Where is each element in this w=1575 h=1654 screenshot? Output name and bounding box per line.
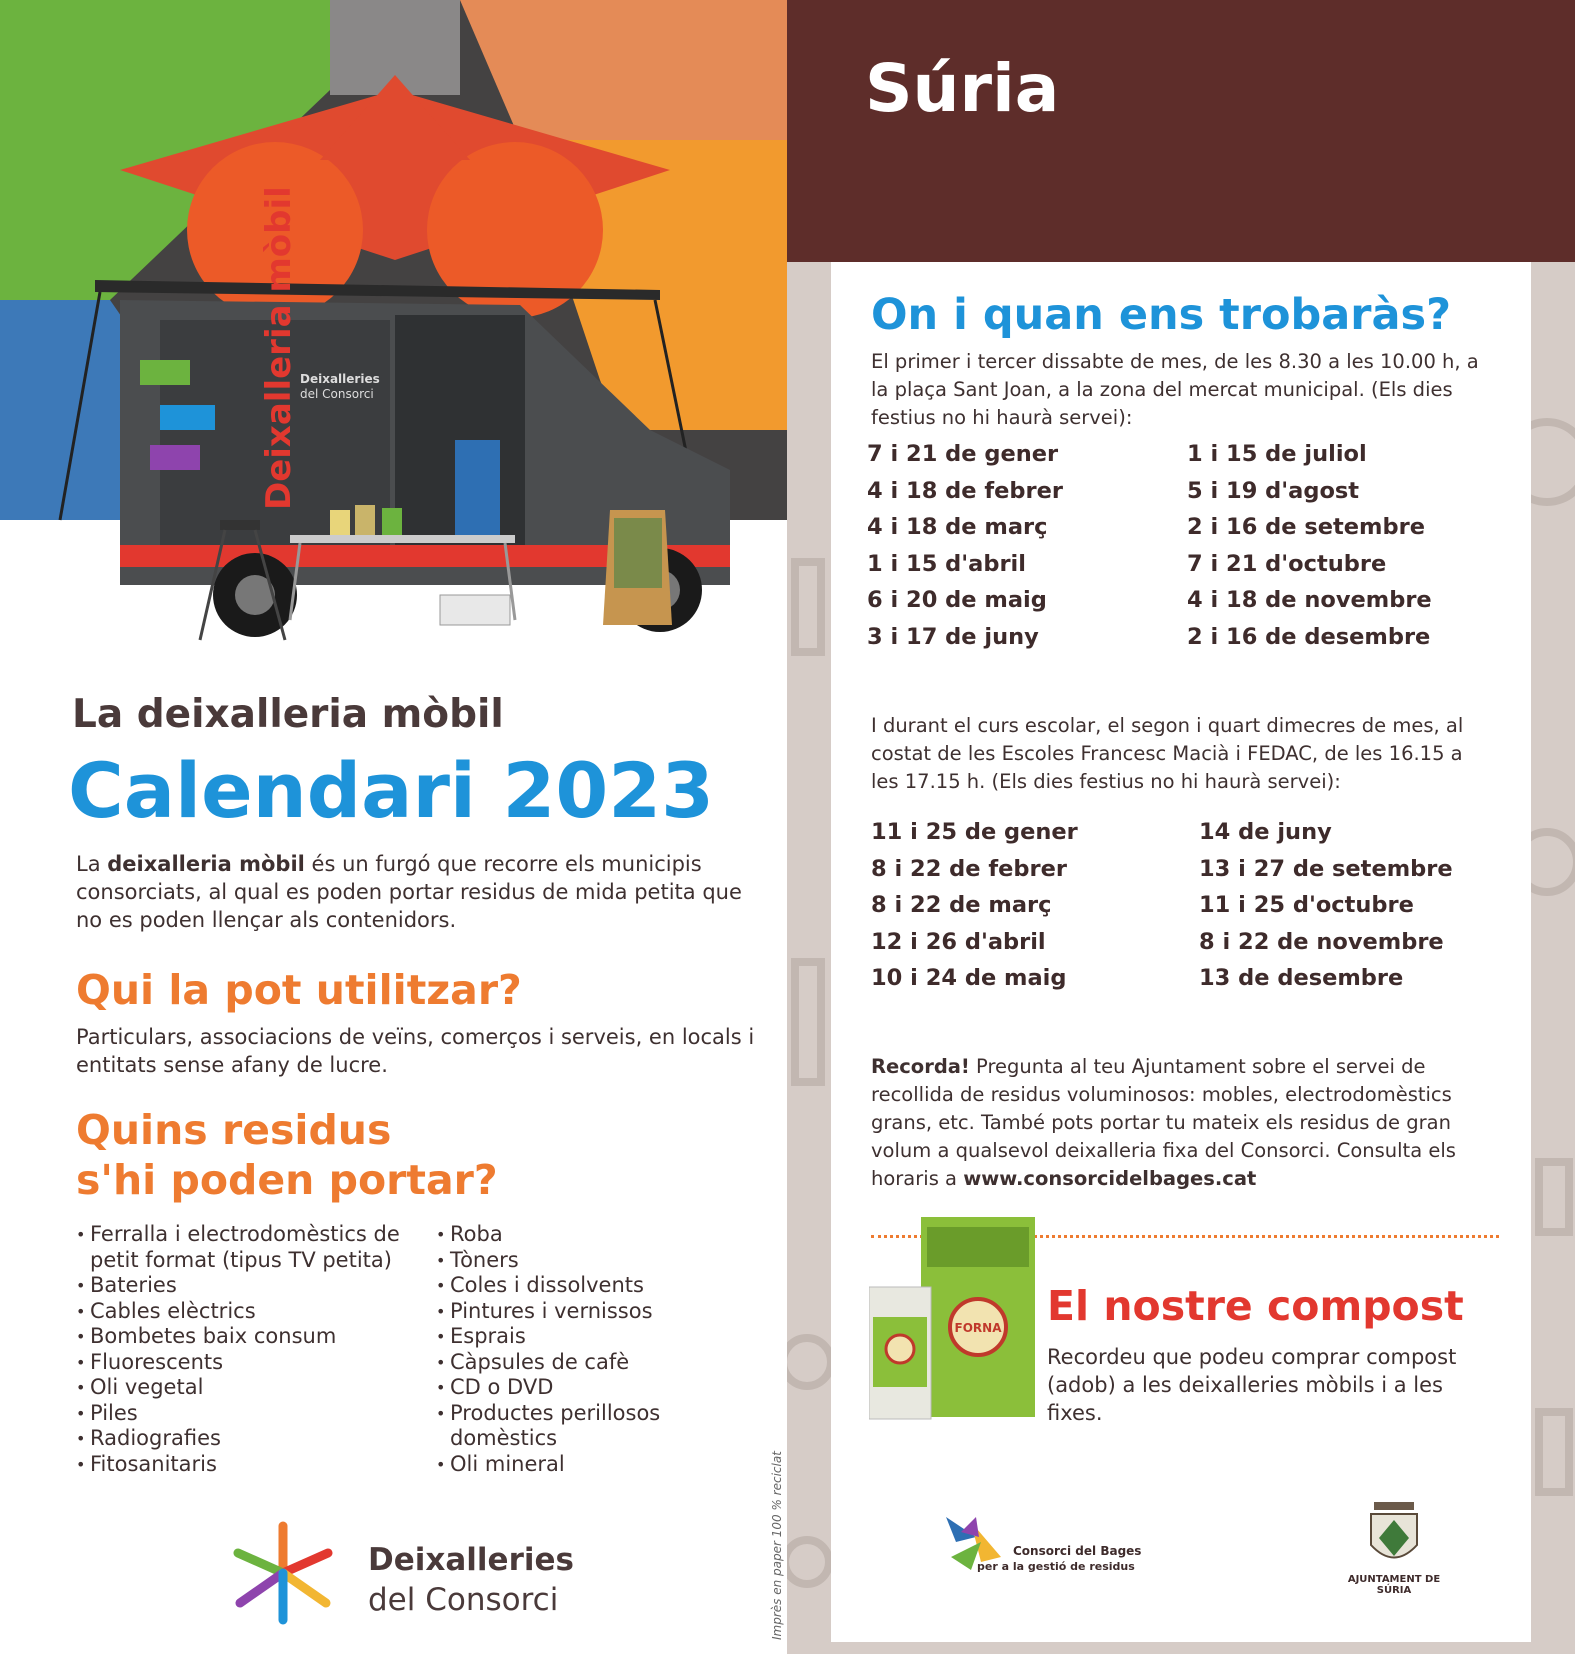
wednesdays-paragraph: I durant el curs escolar, el segon i quart dimecres de mes, al costat de les Escoles Francesc Macià i FEDAC, de les 16.15 a les 17.15 h. (Els dies festius no hi haurà servei): (871, 714, 1464, 793)
van-brand-line1: Deixalleries (300, 372, 380, 386)
date-item: 7 i 21 d'octubre (1187, 550, 1387, 577)
ajuntament-label: AJUNTAMENT DE SÚRIA (1347, 1574, 1441, 1596)
date-item: 1 i 15 d'abril (867, 550, 1026, 577)
date-item: 2 i 16 de setembre (1187, 514, 1425, 541)
mobile-waste-van-image (0, 0, 787, 700)
list-item: • Tòners (436, 1248, 736, 1274)
wednesdays-col1 (871, 814, 1078, 997)
reminder-text: Pregunta al teu Ajuntament sobre el servei de recollida de residus voluminosos: mobles, electrodomèstics grans, etc. També pots portar tu mateix els residus de gran volum a qualsevol deixalleria fixa del Consorci. Consulta els horaris a (871, 1055, 1456, 1190)
list-item: • Oli mineral (436, 1452, 736, 1478)
printed-note: Imprès en paper 100 % reciclat (770, 1451, 784, 1640)
deixalleries-logo (228, 1518, 588, 1628)
right-panel (787, 0, 1575, 1654)
date-item: 3 i 17 de juny (867, 623, 1039, 650)
intro-prefix: La (76, 852, 108, 876)
subtitle: La deixalleria mòbil (72, 692, 504, 737)
list-item: • Roba (436, 1222, 736, 1248)
saturdays-col2 (1187, 436, 1432, 656)
date-item: 10 i 24 de maig (871, 965, 1067, 992)
asterisk-logo-icon (228, 1518, 348, 1628)
date-item: 12 i 26 d'abril (871, 928, 1046, 955)
waste-list-col2 (436, 1222, 736, 1477)
who-heading: Qui la pot utilitzar? (76, 966, 522, 1014)
list-item: • Productes perillosos domèstics (436, 1401, 736, 1452)
list-item: • Oli vegetal (76, 1375, 436, 1401)
date-item: 14 de juny (1199, 819, 1332, 845)
town-name: Súria (865, 50, 1060, 127)
list-item: • Bateries (76, 1273, 436, 1299)
wednesdays-col2 (1199, 814, 1453, 997)
date-item: 5 i 19 d'agost (1187, 477, 1360, 504)
date-item: 7 i 21 de gener (867, 441, 1059, 467)
date-item: 8 i 22 de març (871, 892, 1052, 919)
town-coat-of-arms-icon (1329, 1500, 1459, 1572)
consorci-line1: Consorci del Bages (1013, 1544, 1142, 1558)
intro-paragraph (76, 850, 756, 934)
date-item: 8 i 22 de febrer (871, 855, 1067, 882)
date-item: 1 i 15 de juliol (1187, 441, 1367, 467)
date-item: 4 i 18 de febrer (867, 477, 1063, 504)
date-item: 8 i 22 de novembre (1199, 928, 1444, 955)
hero-illustration (0, 0, 787, 700)
date-item: 13 i 27 de setembre (1199, 855, 1453, 882)
left-panel (0, 0, 787, 1654)
waste-heading-line1: Quins residus (76, 1106, 392, 1154)
info-card (831, 262, 1531, 1642)
consorci-bages-logo (941, 1512, 1171, 1582)
list-item: • CD o DVD (436, 1375, 736, 1401)
date-item: 2 i 16 de desembre (1187, 623, 1431, 650)
date-item: 11 i 25 de gener (871, 819, 1078, 845)
logo-line2: del Consorci (368, 1582, 559, 1618)
compost-text: Recordeu que podeu comprar compost (adob) a les deixalleries mòbils i a les fixes. (1047, 1345, 1457, 1425)
saturdays-col1 (867, 436, 1063, 656)
waste-list-col1 (76, 1222, 436, 1477)
who-text: Particulars, associacions de veïns, comerços i serveis, en locals i entitats sense afany de lucre. (76, 1025, 755, 1077)
list-item: • Cables elèctrics (76, 1299, 436, 1325)
compost-bag-label: FORNA (954, 1321, 1002, 1335)
website-link[interactable]: www.consorcidelbages.cat (963, 1167, 1257, 1190)
date-item: 6 i 20 de maig (867, 587, 1047, 614)
reminder-bold: Recorda! (871, 1055, 970, 1078)
list-item: • Bombetes baix consum (76, 1324, 436, 1350)
consorci-line2: per a la gestió de residus (977, 1560, 1135, 1573)
where-when-heading: On i quan ens trobaràs? (871, 290, 1452, 340)
date-item: 13 de desembre (1199, 965, 1404, 992)
list-item: • Radiografies (76, 1426, 436, 1452)
list-item: • Coles i dissolvents (436, 1273, 736, 1299)
compost-heading: El nostre compost (1047, 1282, 1464, 1330)
ajuntament-logo (1329, 1500, 1459, 1596)
van-brand-line2: del Consorci (300, 387, 374, 401)
intro-bold: deixalleria mòbil (107, 852, 305, 876)
saturdays-paragraph: El primer i tercer dissabte de mes, de les 8.30 a les 10.00 h, a la plaça Sant Joan, a la zona del mercat municipal. (Els dies festius no hi haurà servei): (871, 350, 1479, 429)
calendar-title: Calendari 2023 (68, 746, 714, 835)
compost-bags-image (869, 1217, 1039, 1427)
waste-heading-line2: s'hi poden portar? (76, 1156, 498, 1204)
list-item: • Ferralla i electrodomèstics de petit format (tipus TV petita) (76, 1222, 436, 1273)
list-item: • Fitosanitaris (76, 1452, 436, 1478)
list-item: • Esprais (436, 1324, 736, 1350)
list-item: • Fluorescents (76, 1350, 436, 1376)
waste-heading (76, 1105, 498, 1205)
van-side-text: Deixalleria mòbil (259, 186, 299, 510)
logo-line1: Deixalleries (368, 1542, 574, 1578)
date-item: 4 i 18 de novembre (1187, 587, 1432, 614)
intro-suffix: és un furgó que recorre els municipis consorciats, al qual es poden portar residus de mida petita que no es poden llençar als contenidors. (76, 852, 742, 932)
list-item: • Pintures i vernissos (436, 1299, 736, 1325)
list-item: • Càpsules de cafè (436, 1350, 736, 1376)
date-item: 11 i 25 d'octubre (1199, 892, 1414, 919)
town-header (787, 0, 1575, 262)
reminder-paragraph (871, 1053, 1491, 1193)
date-item: 4 i 18 de març (867, 514, 1048, 541)
list-item: • Piles (76, 1401, 436, 1427)
